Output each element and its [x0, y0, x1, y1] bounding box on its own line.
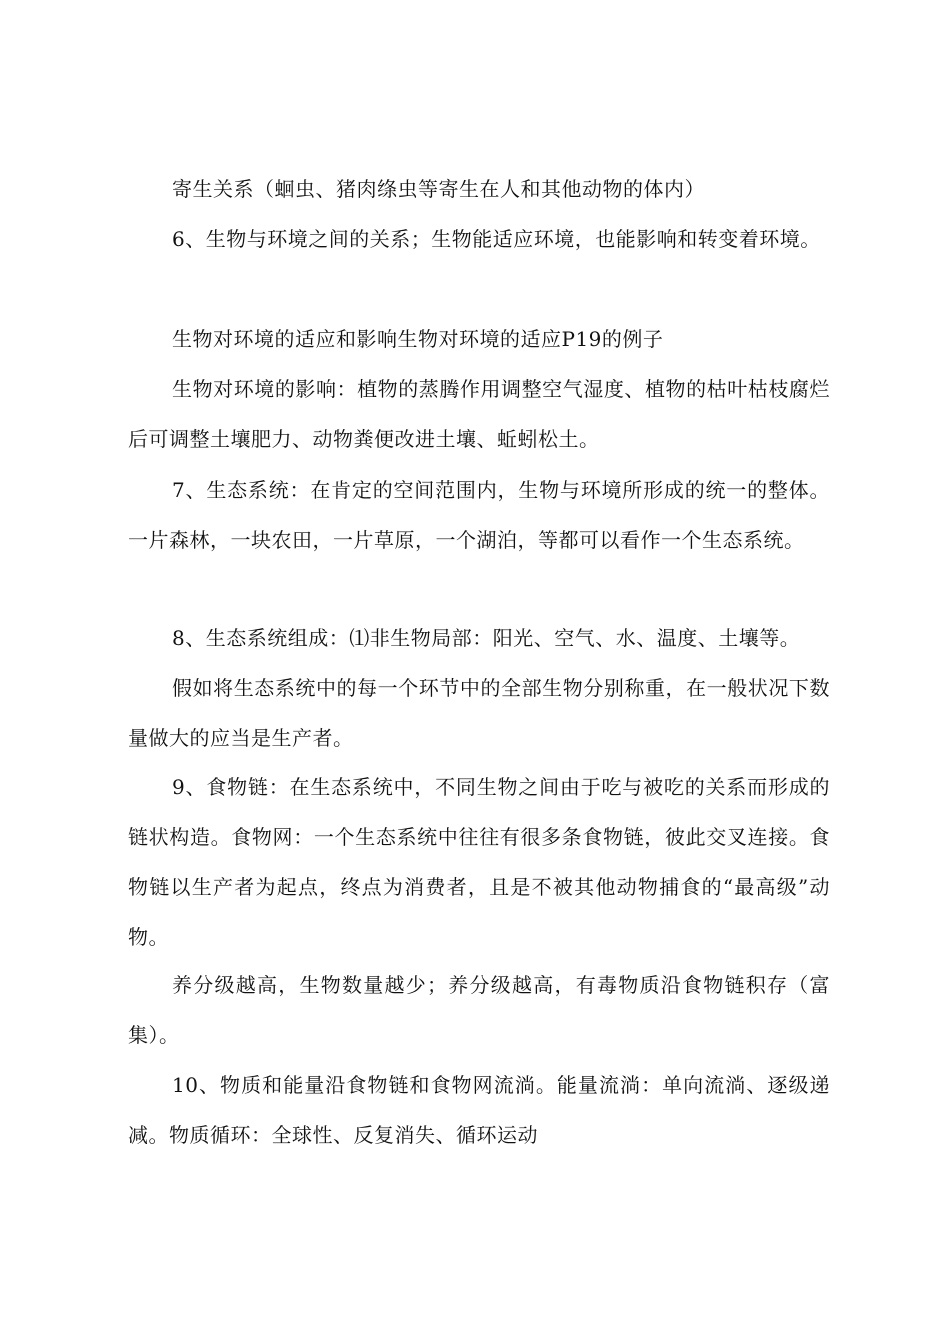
paragraph-energy-flow: 10、物质和能量沿食物链和食物网流淌。能量流淌：单向流淌、逐级递减。物质循环：全球性、反复消失、循环运动 — [128, 1073, 830, 1147]
paragraph-environment-influence: 生物对环境的影响：植物的蒸腾作用调整空气湿度、植物的枯叶枯枝腐烂后可调整土壤肥力、动物粪便改进土壤、蚯蚓松土。 — [128, 377, 830, 451]
paragraph-parasitism: 寄生关系（蛔虫、猪肉绦虫等寄生在人和其他动物的体内） — [172, 177, 705, 201]
paragraph-food-chain: 9、食物链：在生态系统中，不同生物之间由于吃与被吃的关系而形成的链状构造。食物网：一个生态系统中往往有很多条食物链，彼此交叉连接。食物链以生产者为起点，终点为消费者，且是不被其他动物捕食的“最高级”动物。 — [128, 775, 830, 949]
paragraph-organism-environment: 6、生物与环境之间的关系；生物能适应环境，也能影响和转变着环境。 — [172, 227, 821, 251]
paragraph-biomass-producers: 假如将生态系统中的每一个环节中的全部生物分别称重，在一般状况下数量做大的应当是生产者。 — [128, 676, 830, 750]
paragraph-adaptation-example: 生物对环境的适应和影响生物对环境的适应P19的例子 — [172, 327, 664, 351]
paragraph-ecosystem: 7、生态系统：在肯定的空间范围内，生物与环境所形成的统一的整体。一片森林，一块农田，一片草原，一个湖泊，等都可以看作一个生态系统。 — [128, 478, 830, 552]
paragraph-ecosystem-composition: 8、生态系统组成：⑴非生物局部：阳光、空气、水、温度、土壤等。 — [172, 626, 801, 650]
paragraph-trophic-level: 养分级越高，生物数量越少；养分级越高，有毒物质沿食物链积存（富集）。 — [128, 973, 830, 1047]
